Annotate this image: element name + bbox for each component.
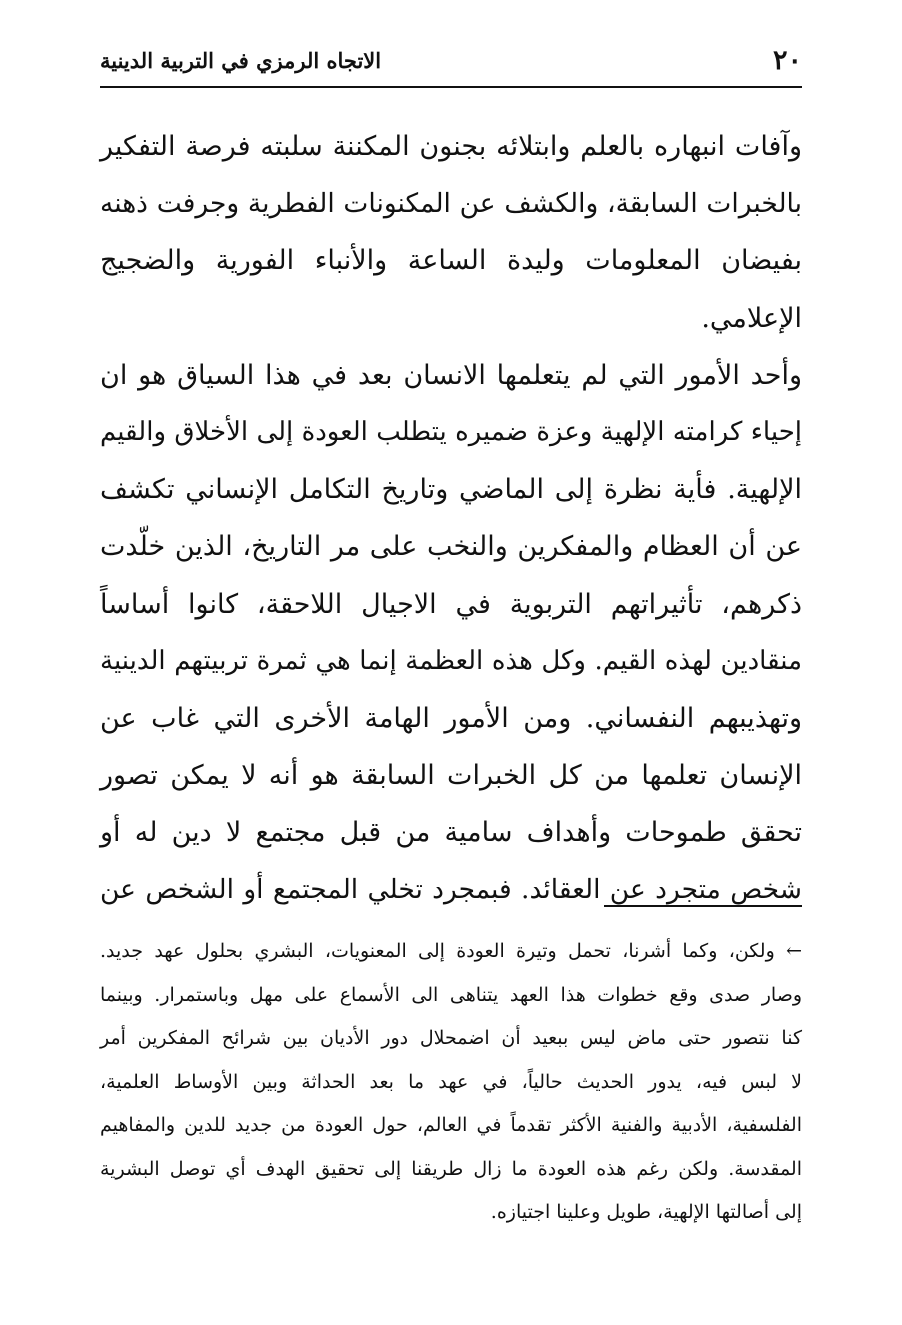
- body-line: عن أن العظام والمفكرين والنخب على مر التاريخ، الذين خلّدت: [100, 531, 802, 563]
- body-line: شخص متجرد عن العقائد. فبمجرد تخلي المجتمع أو الشخص عن: [100, 874, 802, 906]
- body-line: بفيضان المعلومات وليدة الساعة والأنباء الفورية والضجيج: [100, 245, 802, 277]
- footnote-line: كنا نتصور حتى ماض ليس ببعيد أن اضمحلال دور الأديان بين شرائح المفكرين أمر: [100, 1027, 802, 1049]
- header-rule: [100, 86, 802, 88]
- footnote-line: ← ولكن، وكما أشرنا، تحمل وتيرة العودة إلى المعنويات، البشري بحلول عهد جديد.: [100, 940, 802, 962]
- body-line: منقادين لهذه القيم. وكل هذه العظمة إنما هي ثمرة تربيتهم الدينية: [100, 645, 802, 676]
- page-number: ٢٠: [772, 44, 802, 76]
- footnote-separator: [604, 905, 802, 907]
- footnote-line: وصار صدى وقع خطوات هذا العهد يتناهى الى الأسماع على مهل وباستمرار. وبينما: [100, 983, 802, 1006]
- body-text: [100, 118, 802, 906]
- body-line: وتهذيبهم النفساني. ومن الأمور الهامة الأخرى التي غاب عن: [100, 702, 802, 734]
- page-header: [100, 38, 802, 82]
- body-line: الإنسان تعلمها من كل الخبرات السابقة هو أنه لا يمكن تصور: [100, 760, 802, 792]
- body-line: الإلهية. فأية نظرة إلى الماضي وتاريخ التكامل الإنساني تكشف: [100, 474, 802, 506]
- body-line: وآفات انبهاره بالعلم وابتلائه بجنون المكننة سلبته فرصة التفكير: [100, 131, 802, 162]
- body-line: وأحد الأمور التي لم يتعلمها الانسان بعد في هذا السياق هو ان: [100, 359, 802, 391]
- body-line: إحياء كرامته الإلهية وعزة ضميره يتطلب العودة إلى الأخلاق والقيم: [100, 416, 802, 447]
- body-line: ذكرهم، تأثيراتهم التربوية في الاجيال اللاحقة، كانوا أساساً: [100, 588, 802, 620]
- footnote-line: إلى أصالتها الإلهية، طويل وعلينا اجتيازه.: [490, 1201, 802, 1223]
- footnote-line: لا لبس فيه، يدور الحديث حالياً، في عهد ما بعد الحداثة وبين الأوساط العلمية،: [100, 1070, 802, 1093]
- footnote-line: المقدسة. ولكن رغم هذه العودة ما زال طريقنا إلى تحقيق الهدف أي توصل البشرية: [100, 1157, 802, 1180]
- running-title: الاتجاه الرمزي في التربية الدينية: [100, 47, 382, 73]
- footnote-line: الفلسفية، الأدبية والفنية الأكثر تقدماً في العالم، حول العودة من جديد للدين والمفاهيم: [100, 1114, 802, 1136]
- footnotes: [100, 930, 802, 1270]
- body-line: بالخبرات السابقة، والكشف عن المكنونات الفطرية وجرفت ذهنه: [100, 188, 802, 220]
- body-line: الإعلامي.: [701, 302, 802, 334]
- body-line: تحقق طموحات وأهداف سامية من قبل مجتمع لا دين له أو: [100, 817, 802, 849]
